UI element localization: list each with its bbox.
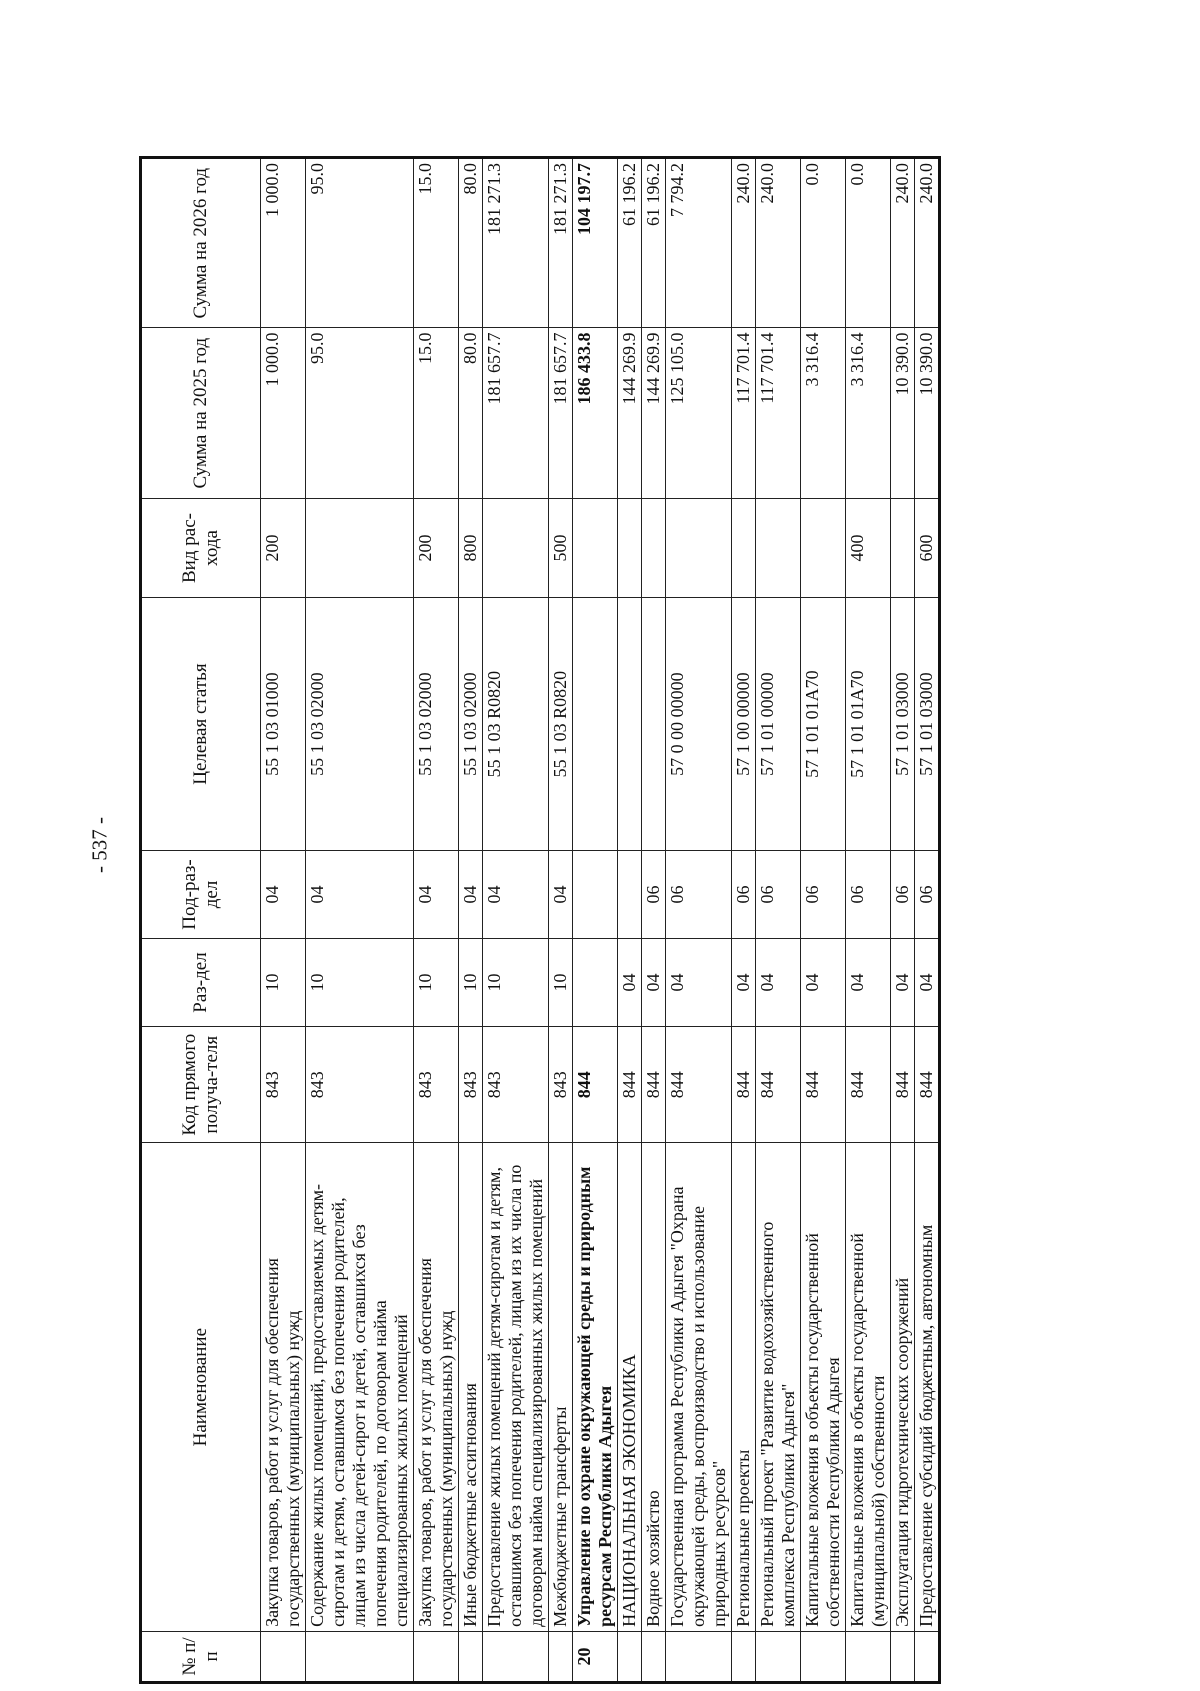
row-name-cell: Капитальные вложения в объекты государственной (муниципальной) собственности xyxy=(846,1143,891,1631)
row-razdel-cell: 04 xyxy=(666,938,732,1026)
row-code-cell: 843 xyxy=(414,1027,459,1143)
row-sum2025-cell: 15.0 xyxy=(414,328,459,498)
row-num-cell xyxy=(915,1631,940,1682)
table-row xyxy=(666,158,732,1683)
row-sum2026-cell: 240.0 xyxy=(756,158,801,328)
row-razdel-cell xyxy=(573,938,618,1026)
row-statya-cell xyxy=(573,598,618,851)
row-podrazdel-cell xyxy=(573,850,618,938)
row-vid-cell xyxy=(642,498,666,597)
row-statya-cell: 57 1 01 03000 xyxy=(915,598,940,851)
table-row xyxy=(756,158,801,1683)
row-podrazdel-cell: 04 xyxy=(261,850,306,938)
page-number: - 537 - xyxy=(87,817,112,873)
row-sum2025-cell: 95.0 xyxy=(306,328,414,498)
row-sum2025-cell: 144 269.9 xyxy=(618,328,642,498)
row-vid-cell xyxy=(732,498,756,597)
row-razdel-cell: 04 xyxy=(891,938,915,1026)
row-num-cell xyxy=(891,1631,915,1682)
row-razdel-cell: 04 xyxy=(618,938,642,1026)
row-vid-cell xyxy=(573,498,618,597)
row-statya-cell: 55 1 03 01000 xyxy=(261,598,306,851)
row-code-cell: 844 xyxy=(801,1027,846,1143)
row-podrazdel-cell: 06 xyxy=(666,850,732,938)
header-num: № п/п xyxy=(141,1631,261,1682)
table-row xyxy=(618,158,642,1683)
row-podrazdel-cell: 06 xyxy=(756,850,801,938)
row-code-cell: 844 xyxy=(756,1027,801,1143)
row-name-cell: НАЦИОНАЛЬНАЯ ЭКОНОМИКА xyxy=(618,1143,642,1631)
row-vid-cell: 200 xyxy=(414,498,459,597)
row-vid-cell: 800 xyxy=(459,498,483,597)
row-sum2025-cell: 144 269.9 xyxy=(642,328,666,498)
row-num-cell xyxy=(483,1631,549,1682)
table-row xyxy=(915,158,940,1683)
row-sum2026-cell: 61 196.2 xyxy=(618,158,642,328)
row-razdel-cell: 04 xyxy=(915,938,940,1026)
table-row xyxy=(483,158,549,1683)
row-sum2026-cell: 240.0 xyxy=(732,158,756,328)
row-sum2026-cell: 240.0 xyxy=(915,158,940,328)
row-code-cell: 843 xyxy=(459,1027,483,1143)
row-sum2026-cell: 80.0 xyxy=(459,158,483,328)
row-name-cell: Капитальные вложения в объекты государственной собственности Республики Адыгея xyxy=(801,1143,846,1631)
row-code-cell: 844 xyxy=(573,1027,618,1143)
row-vid-cell xyxy=(306,498,414,597)
row-sum2025-cell: 1 000.0 xyxy=(261,328,306,498)
row-statya-cell xyxy=(618,598,642,851)
row-name-cell: Содержание жилых помещений, предоставляемых детям-сиротам и детям, оставшимся без попечения родителей, лицам из числа детей-сирот и детей, оставшихся без попечения родителей, по договорам найма специализированных жилых помещений xyxy=(306,1143,414,1631)
row-podrazdel-cell: 06 xyxy=(801,850,846,938)
row-sum2025-cell: 181 657.7 xyxy=(483,328,549,498)
row-razdel-cell: 10 xyxy=(483,938,549,1026)
row-num-cell xyxy=(549,1631,573,1682)
row-sum2026-cell: 104 197.7 xyxy=(573,158,618,328)
row-vid-cell: 500 xyxy=(549,498,573,597)
row-name-cell: Межбюджетные трансферты xyxy=(549,1143,573,1631)
row-podrazdel-cell: 06 xyxy=(891,850,915,938)
row-razdel-cell: 10 xyxy=(261,938,306,1026)
row-statya-cell: 57 1 01 00000 xyxy=(756,598,801,851)
row-name-cell: Предоставление жилых помещений детям-сиротам и детям, оставшимся без попечения родителей, лицам из их числа по договорам найма специализированных жилых помещений xyxy=(483,1143,549,1631)
table-row xyxy=(846,158,891,1683)
row-vid-cell xyxy=(801,498,846,597)
row-sum2025-cell: 80.0 xyxy=(459,328,483,498)
row-razdel-cell: 04 xyxy=(732,938,756,1026)
row-num-cell xyxy=(756,1631,801,1682)
row-podrazdel-cell: 06 xyxy=(846,850,891,938)
row-razdel-cell: 10 xyxy=(306,938,414,1026)
row-statya-cell: 55 1 03 R0820 xyxy=(549,598,573,851)
row-name-cell: Закупка товаров, работ и услуг для обеспечения государственных (муниципальных) нужд xyxy=(261,1143,306,1631)
row-code-cell: 844 xyxy=(732,1027,756,1143)
row-name-cell: Предоставление субсидий бюджетным, автономным xyxy=(915,1143,940,1631)
row-podrazdel-cell xyxy=(618,850,642,938)
row-name-cell: Региональный проект "Развитие водохозяйственного комплекса Республики Адыгея" xyxy=(756,1143,801,1631)
row-sum2025-cell: 125 105.0 xyxy=(666,328,732,498)
table-row xyxy=(261,158,306,1683)
row-podrazdel-cell: 04 xyxy=(549,850,573,938)
row-num-cell: 20 xyxy=(573,1631,618,1682)
row-podrazdel-cell: 06 xyxy=(915,850,940,938)
row-podrazdel-cell: 06 xyxy=(732,850,756,938)
row-sum2025-cell: 181 657.7 xyxy=(549,328,573,498)
row-razdel-cell: 04 xyxy=(642,938,666,1026)
row-statya-cell: 55 1 03 02000 xyxy=(306,598,414,851)
row-num-cell xyxy=(459,1631,483,1682)
row-vid-cell: 400 xyxy=(846,498,891,597)
row-code-cell: 844 xyxy=(642,1027,666,1143)
row-razdel-cell: 04 xyxy=(756,938,801,1026)
row-podrazdel-cell: 06 xyxy=(642,850,666,938)
row-code-cell: 844 xyxy=(618,1027,642,1143)
rotated-page-content xyxy=(139,156,1064,1684)
header-razdel: Раз-дел xyxy=(141,938,261,1026)
row-sum2026-cell: 61 196.2 xyxy=(642,158,666,328)
row-sum2026-cell: 0.0 xyxy=(801,158,846,328)
row-sum2026-cell: 240.0 xyxy=(891,158,915,328)
row-razdel-cell: 10 xyxy=(549,938,573,1026)
table-row xyxy=(306,158,414,1683)
row-sum2025-cell: 186 433.8 xyxy=(573,328,618,498)
row-code-cell: 843 xyxy=(306,1027,414,1143)
row-sum2025-cell: 3 316.4 xyxy=(801,328,846,498)
row-statya-cell: 55 1 03 R0820 xyxy=(483,598,549,851)
row-code-cell: 843 xyxy=(261,1027,306,1143)
table-row xyxy=(414,158,459,1683)
budget-table xyxy=(139,156,941,1684)
table-row xyxy=(573,158,618,1683)
header-sum2026: Сумма на 2026 год xyxy=(141,158,261,328)
table-row xyxy=(642,158,666,1683)
row-statya-cell: 55 1 03 02000 xyxy=(459,598,483,851)
row-podrazdel-cell: 04 xyxy=(306,850,414,938)
row-sum2026-cell: 181 271.3 xyxy=(549,158,573,328)
row-vid-cell: 200 xyxy=(261,498,306,597)
row-num-cell xyxy=(846,1631,891,1682)
table-header-row xyxy=(141,158,261,1683)
row-name-cell: Региональные проекты xyxy=(732,1143,756,1631)
row-vid-cell xyxy=(666,498,732,597)
row-name-cell: Эксплуатация гидротехнических сооружений xyxy=(891,1143,915,1631)
table-row xyxy=(891,158,915,1683)
row-razdel-cell: 04 xyxy=(801,938,846,1026)
row-num-cell xyxy=(414,1631,459,1682)
row-code-cell: 844 xyxy=(846,1027,891,1143)
row-num-cell xyxy=(261,1631,306,1682)
row-code-cell: 844 xyxy=(915,1027,940,1143)
row-podrazdel-cell: 04 xyxy=(459,850,483,938)
header-podrazdel: Под-раз-дел xyxy=(141,850,261,938)
row-num-cell xyxy=(666,1631,732,1682)
table-row xyxy=(459,158,483,1683)
row-num-cell xyxy=(732,1631,756,1682)
row-podrazdel-cell: 04 xyxy=(414,850,459,938)
row-sum2026-cell: 15.0 xyxy=(414,158,459,328)
row-sum2026-cell: 7 794.2 xyxy=(666,158,732,328)
header-sum2025: Сумма на 2025 год xyxy=(141,328,261,498)
row-statya-cell: 57 1 01 01A70 xyxy=(801,598,846,851)
row-code-cell: 844 xyxy=(666,1027,732,1143)
row-vid-cell: 600 xyxy=(915,498,940,597)
row-podrazdel-cell: 04 xyxy=(483,850,549,938)
table-row xyxy=(549,158,573,1683)
row-code-cell: 843 xyxy=(549,1027,573,1143)
table-row xyxy=(732,158,756,1683)
row-num-cell xyxy=(306,1631,414,1682)
row-statya-cell xyxy=(642,598,666,851)
row-statya-cell: 57 0 00 00000 xyxy=(666,598,732,851)
row-sum2026-cell: 0.0 xyxy=(846,158,891,328)
row-sum2025-cell: 10 390.0 xyxy=(915,328,940,498)
row-name-cell: Закупка товаров, работ и услуг для обеспечения государственных (муниципальных) нужд xyxy=(414,1143,459,1631)
row-num-cell xyxy=(801,1631,846,1682)
row-name-cell: Иные бюджетные ассигнования xyxy=(459,1143,483,1631)
row-name-cell: Управление по охране окружающей среды и природным ресурсам Республики Адыгея xyxy=(573,1143,618,1631)
row-sum2025-cell: 117 701.4 xyxy=(756,328,801,498)
row-sum2025-cell: 3 316.4 xyxy=(846,328,891,498)
row-statya-cell: 57 1 01 03000 xyxy=(891,598,915,851)
row-sum2026-cell: 95.0 xyxy=(306,158,414,328)
row-vid-cell xyxy=(618,498,642,597)
row-code-cell: 844 xyxy=(891,1027,915,1143)
row-num-cell xyxy=(642,1631,666,1682)
row-num-cell xyxy=(618,1631,642,1682)
header-code: Код прямого получа-теля xyxy=(141,1027,261,1143)
row-name-cell: Государственная программа Республики Адыгея "Охрана окружающей среды, воспроизводство и использование природных ресурсов" xyxy=(666,1143,732,1631)
row-razdel-cell: 10 xyxy=(459,938,483,1026)
row-razdel-cell: 10 xyxy=(414,938,459,1026)
row-vid-cell xyxy=(891,498,915,597)
row-vid-cell xyxy=(756,498,801,597)
row-sum2026-cell: 181 271.3 xyxy=(483,158,549,328)
header-statya: Целевая статья xyxy=(141,598,261,851)
row-statya-cell: 57 1 01 01A70 xyxy=(846,598,891,851)
row-statya-cell: 55 1 03 02000 xyxy=(414,598,459,851)
table-row xyxy=(801,158,846,1683)
table-body xyxy=(261,158,940,1683)
row-sum2025-cell: 10 390.0 xyxy=(891,328,915,498)
row-name-cell: Водное хозяйство xyxy=(642,1143,666,1631)
row-vid-cell xyxy=(483,498,549,597)
row-code-cell: 843 xyxy=(483,1027,549,1143)
header-name: Наименование xyxy=(141,1143,261,1631)
row-statya-cell: 57 1 00 00000 xyxy=(732,598,756,851)
row-sum2026-cell: 1 000.0 xyxy=(261,158,306,328)
header-vid: Вид рас-хода xyxy=(141,498,261,597)
row-razdel-cell: 04 xyxy=(846,938,891,1026)
row-sum2025-cell: 117 701.4 xyxy=(732,328,756,498)
